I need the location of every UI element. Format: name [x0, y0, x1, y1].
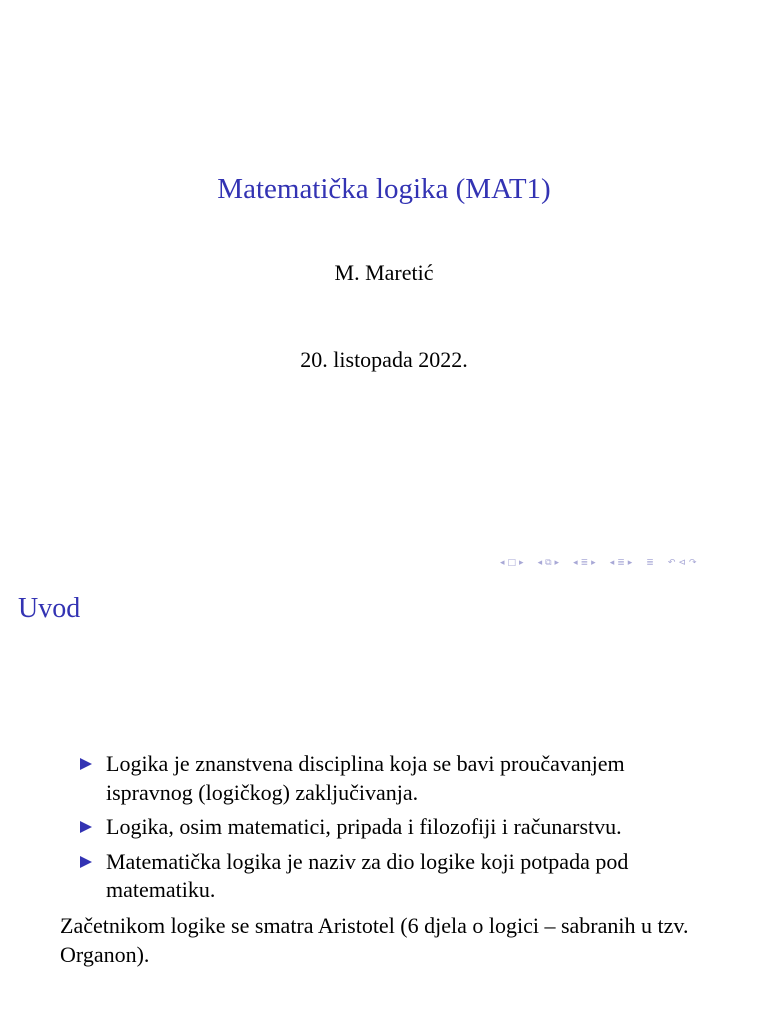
nav-next-section-arrow-icon[interactable]: ▸ — [591, 558, 596, 568]
list-item — [78, 750, 698, 807]
forward-icon[interactable]: ↷ — [688, 558, 697, 568]
bullet-list — [78, 750, 698, 911]
author-name: M. Maretić — [334, 260, 434, 285]
triangle-bullet-icon — [80, 758, 92, 770]
nav-next-document-arrow-icon[interactable]: ▸ — [627, 558, 633, 568]
triangle-bullet-icon — [80, 821, 92, 833]
document-icon[interactable]: ≣ — [617, 558, 625, 568]
bullet-text: Logika je znanstvena disciplina koja se bavi proučavanjem ispravnog (logičkog) zaključivanja. — [106, 751, 625, 805]
bullet-text: Matematička logika je naziv za dio logike koji potpada pod matematiku. — [106, 848, 629, 902]
section-icon[interactable]: ≣ — [580, 558, 589, 568]
list-item — [78, 813, 698, 842]
presentation-title: Matematička logika (MAT1) — [217, 173, 551, 205]
intro-slide — [0, 576, 768, 1024]
beamer-navigation-bar — [500, 556, 762, 570]
body-paragraph: Začetnikom logike se smatra Aristotel (6 djela o logici – sabranih u tzv. Organon). — [60, 913, 689, 967]
search-icon[interactable]: ⊲ — [678, 558, 686, 568]
bullet-text: Logika, osim matematici, pripada i filozofiji i računarstvu. — [106, 814, 622, 839]
nav-prev-frame-arrow-icon[interactable]: ◂ — [500, 558, 505, 568]
back-icon[interactable]: ↶ — [667, 558, 676, 568]
nav-prev-subsection-arrow-icon[interactable]: ◂ — [537, 558, 543, 568]
subsection-icon[interactable]: ⧉ — [545, 558, 552, 568]
triangle-bullet-icon — [80, 856, 92, 868]
nav-prev-section-arrow-icon[interactable]: ◂ — [573, 558, 578, 568]
presentation-date: 20. listopada 2022. — [300, 347, 468, 372]
nav-prev-document-arrow-icon[interactable]: ◂ — [609, 558, 615, 568]
appendix-icon[interactable]: ≣ — [646, 558, 654, 568]
nav-next-frame-arrow-icon[interactable]: ▸ — [519, 558, 524, 568]
list-item — [78, 848, 698, 905]
nav-next-subsection-arrow-icon[interactable]: ▸ — [554, 558, 560, 568]
frame-title: Uvod — [18, 593, 81, 624]
frame-icon[interactable]: □ — [507, 558, 517, 568]
